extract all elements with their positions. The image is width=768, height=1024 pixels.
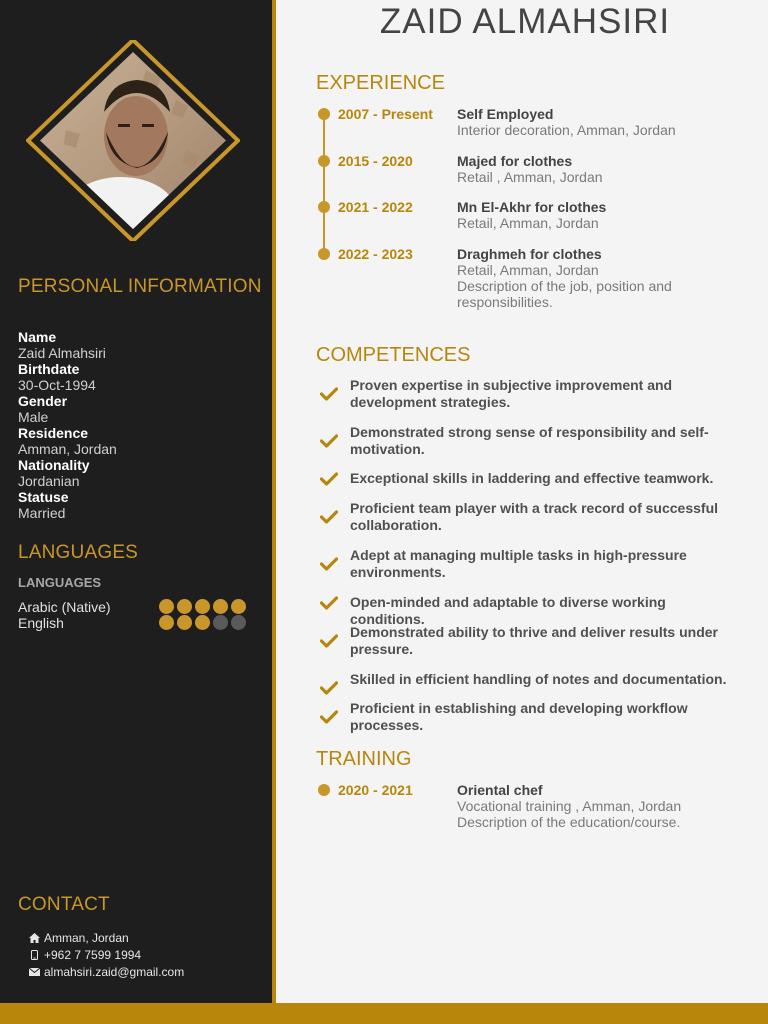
experience-detail: Retail , Amman, Jordan (457, 169, 603, 185)
languages-subheading: LANGUAGES (18, 575, 102, 590)
field-value: Zaid Almahsiri (18, 345, 106, 361)
personal-item-birthdate (18, 362, 258, 393)
checkmark-icon (320, 472, 340, 486)
rating-dot-empty (213, 615, 228, 630)
experience-timeline (323, 114, 325, 254)
timeline-dot (318, 108, 330, 120)
field-label: Residence (18, 425, 89, 441)
checkmark-icon (320, 434, 340, 448)
field-label: Birthdate (18, 361, 80, 377)
personal-information-list (18, 330, 258, 522)
personal-item-nationality (18, 458, 258, 489)
contact-email[interactable] (26, 963, 184, 980)
field-label: Name (18, 329, 57, 345)
contact-phone[interactable] (26, 946, 184, 963)
competence-text: Exceptional skills in laddering and effective teamwork. (350, 470, 714, 486)
competence-text: Demonstrated strong sense of responsibility and self-motivation. (350, 424, 709, 457)
competence-text: Demonstrated ability to thrive and deliver results under pressure. (350, 624, 718, 657)
experience-heading: EXPERIENCE (316, 72, 445, 94)
timeline-dot (318, 155, 330, 167)
experience-title: Self Employed (457, 106, 554, 122)
checkmark-icon (320, 387, 340, 401)
competence-text: Skilled in efficient handling of notes and documentation. (350, 671, 727, 687)
rating-dot-filled (159, 599, 174, 614)
experience-title: Majed for clothes (457, 153, 573, 169)
experience-detail: Retail, Amman, Jordan (457, 215, 599, 231)
rating-dot-empty (231, 615, 246, 630)
competence-text: Proven expertise in subjective improvement and development strategies. (350, 377, 673, 410)
rating-dot-filled (195, 615, 210, 630)
timeline-dot (318, 201, 330, 213)
timeline-dot (318, 784, 330, 796)
personal-item-residence (18, 426, 258, 457)
checkmark-icon (320, 681, 340, 695)
training-detail: Vocational training , Amman, Jordan (457, 798, 682, 814)
checkmark-icon (320, 634, 340, 648)
competence-text: Adept at managing multiple tasks in high-pressure environments. (350, 547, 687, 580)
experience-detail: Interior decoration, Amman, Jordan (457, 122, 676, 138)
rating-dot-filled (213, 599, 228, 614)
experience-title: Mn El-Akhr for clothes (457, 199, 607, 215)
home-icon (26, 933, 42, 943)
field-value: 30-Oct-1994 (18, 377, 96, 393)
rating-dot-filled (159, 615, 174, 630)
contact-address (26, 929, 184, 946)
timeline-dot (318, 248, 330, 260)
field-value: Male (18, 409, 49, 425)
personal-item-name (18, 330, 258, 361)
profile-photo (26, 40, 240, 241)
checkmark-icon (320, 510, 340, 524)
language-level (159, 615, 246, 630)
personal-information-heading: PERSONAL INFORMATION (18, 276, 262, 297)
experience-date: 2015 - 2020 (338, 153, 413, 169)
envelope-icon (26, 968, 42, 976)
personal-item-status (18, 490, 258, 521)
checkmark-icon (320, 596, 340, 610)
contact-list (26, 929, 184, 980)
language-row (18, 615, 250, 632)
competences-heading: COMPETENCES (316, 344, 471, 366)
checkmark-icon (320, 557, 340, 571)
rating-dot-filled (177, 599, 192, 614)
personal-item-gender (18, 394, 258, 425)
field-label: Nationality (18, 457, 90, 473)
experience-date: 2021 - 2022 (338, 199, 413, 215)
footer-bar (0, 1003, 768, 1024)
training-description: Description of the education/course. (457, 814, 681, 830)
experience-date: 2007 - Present (338, 106, 433, 122)
field-label: Statuse (18, 489, 69, 505)
field-label: Gender (18, 393, 68, 409)
contact-text: Amman, Jordan (44, 930, 129, 945)
mobile-phone-icon (26, 950, 42, 960)
sidebar-divider (272, 0, 276, 1003)
language-name: English (18, 615, 64, 631)
checkmark-icon (320, 710, 340, 724)
field-value: Married (18, 505, 66, 521)
contact-text: +962 7 7599 1994 (44, 947, 142, 962)
rating-dot-filled (177, 615, 192, 630)
training-title: Oriental chef (457, 782, 543, 798)
contact-text: almahsiri.zaid@gmail.com (44, 964, 185, 979)
language-level (159, 599, 246, 614)
competence-text: Proficient in establishing and developing workflow processes. (350, 700, 688, 733)
field-value: Amman, Jordan (18, 441, 117, 457)
person-name: ZAID ALMAHSIRI (379, 2, 671, 41)
contact-heading: CONTACT (18, 894, 110, 915)
experience-title: Draghmeh for clothes (457, 246, 602, 262)
experience-detail: Retail, Amman, Jordan (457, 262, 599, 278)
experience-description: Description of the job, position and responsibilities. (457, 278, 672, 310)
language-row (18, 599, 250, 616)
field-value: Jordanian (18, 473, 80, 489)
language-name: Arabic (Native) (18, 599, 111, 615)
languages-heading: LANGUAGES (18, 542, 139, 563)
rating-dot-filled (195, 599, 210, 614)
training-date: 2020 - 2021 (338, 782, 413, 798)
training-heading: TRAINING (316, 748, 412, 770)
competence-text: Open-minded and adaptable to diverse working conditions. (350, 594, 666, 627)
competence-text: Proficient team player with a track record of successful collaboration. (350, 500, 719, 533)
rating-dot-filled (231, 599, 246, 614)
experience-date: 2022 - 2023 (338, 246, 413, 262)
